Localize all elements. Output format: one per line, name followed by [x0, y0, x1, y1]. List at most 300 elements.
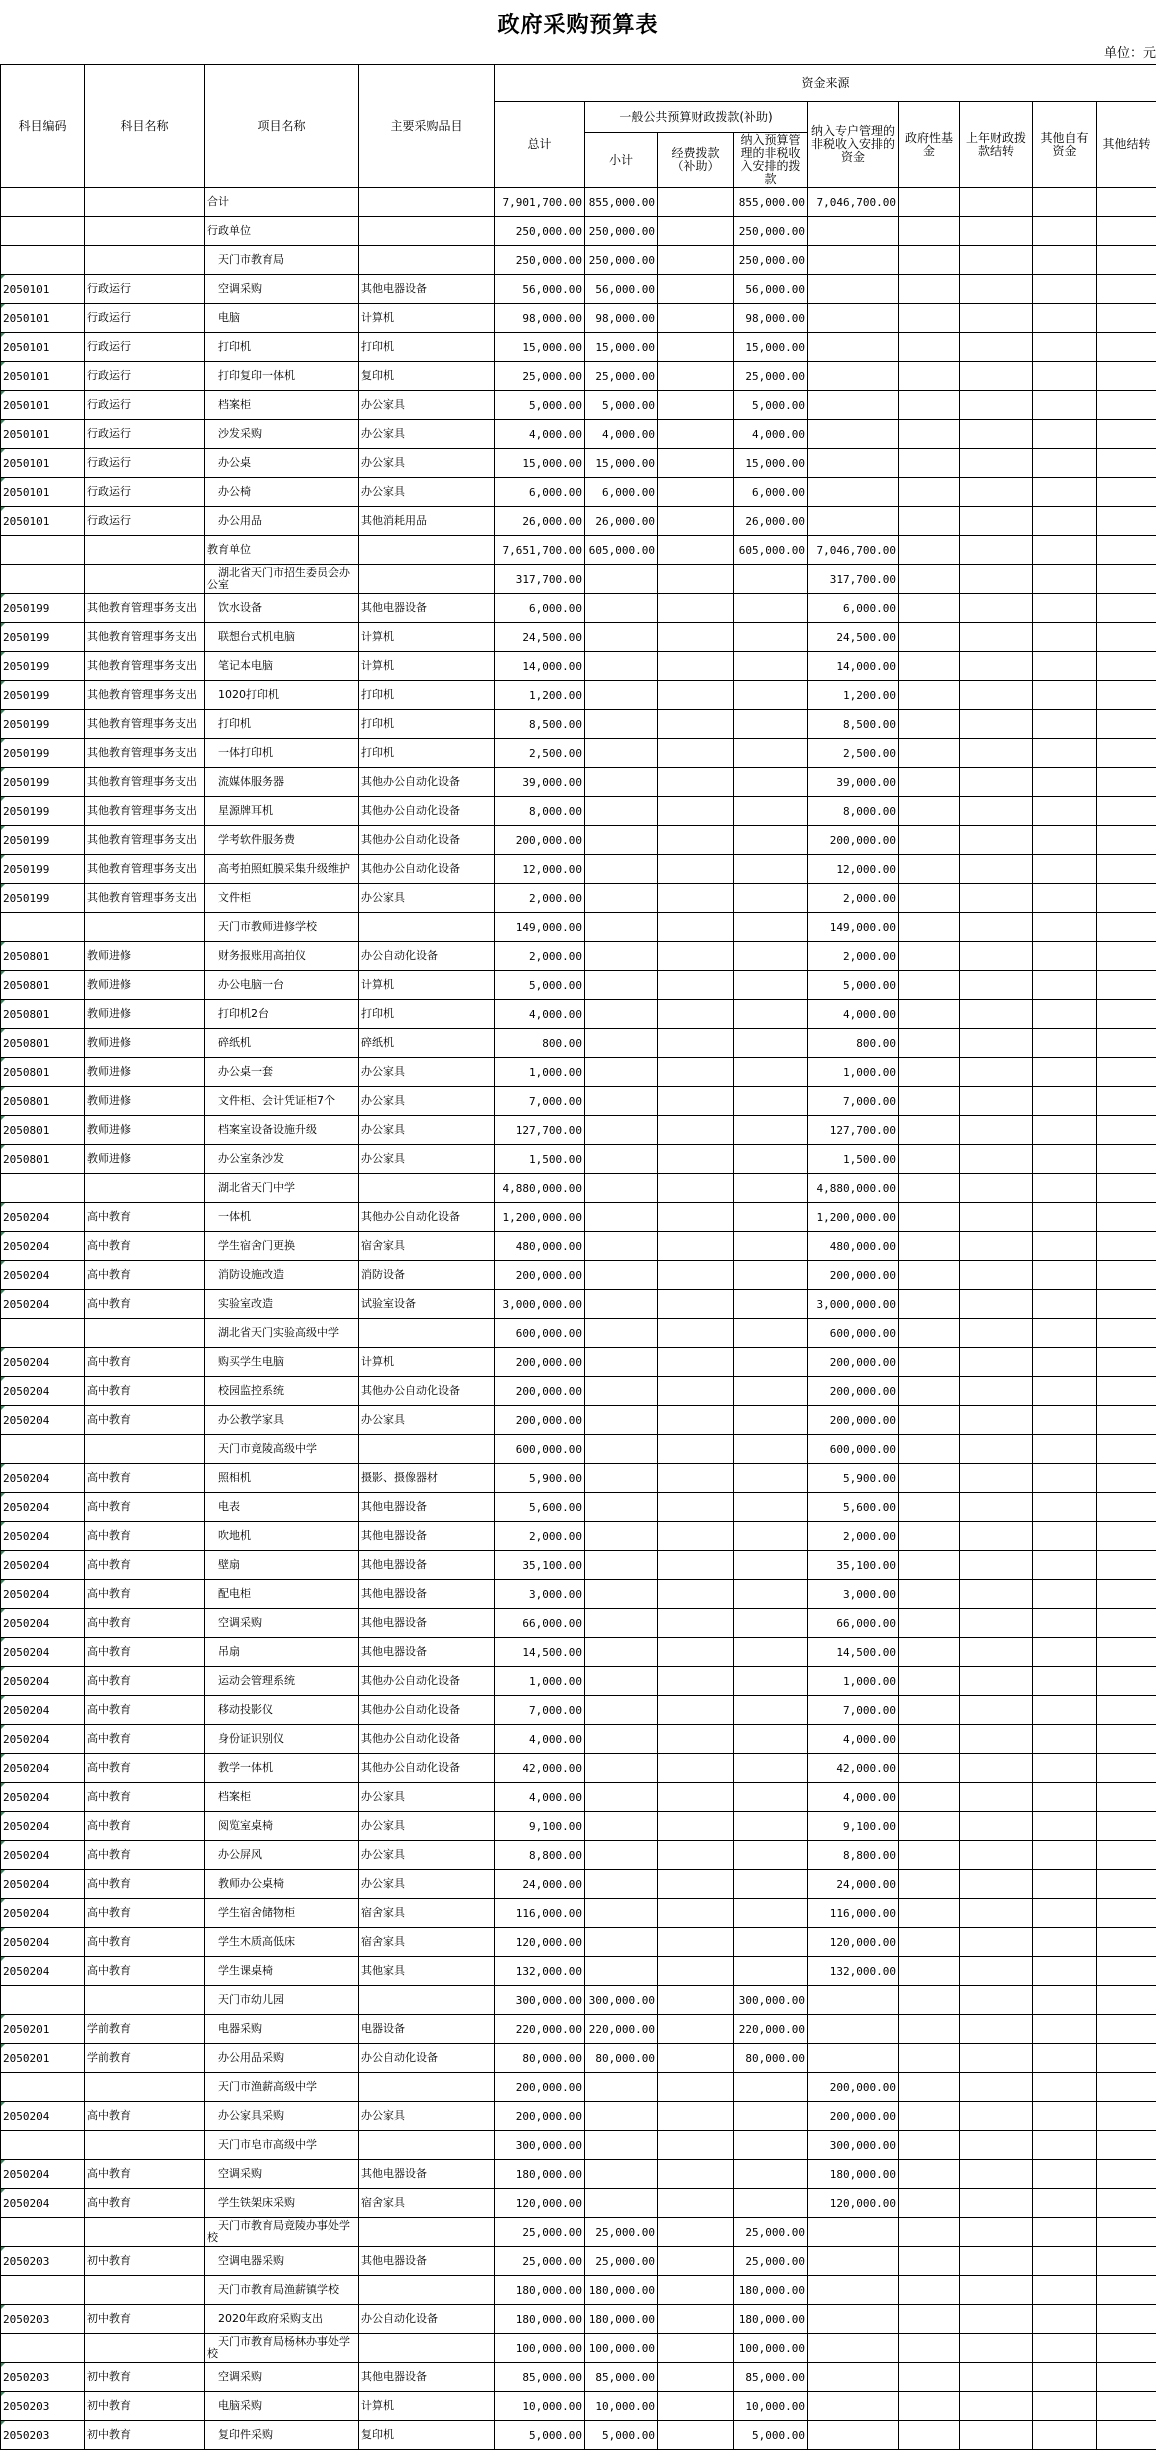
- cell-code: 2050204: [1, 1754, 85, 1783]
- table-row: [1, 1696, 1156, 1725]
- cell-other-carry: [1097, 1116, 1156, 1145]
- cell-total: 35,100.00: [495, 1551, 585, 1580]
- cell-funding: [658, 739, 734, 768]
- cell-funding: [658, 565, 734, 594]
- cell-total: 300,000.00: [495, 2131, 585, 2160]
- cell-category: 其他电器设备: [359, 1551, 495, 1580]
- cell-project: 教学一体机: [205, 1754, 359, 1783]
- cell-total: 1,500.00: [495, 1145, 585, 1174]
- cell-category: 办公家具: [359, 449, 495, 478]
- cell-funding: [658, 507, 734, 536]
- cell-total: 6,000.00: [495, 594, 585, 623]
- cell-nontax: 4,000.00: [734, 420, 808, 449]
- cell-subject: 其他教育管理事务支出: [85, 884, 205, 913]
- cell-special-nontax: [808, 275, 899, 304]
- cell-subtotal: 15,000.00: [585, 449, 658, 478]
- cell-funding: [658, 1841, 734, 1870]
- cell-gov-fund: [899, 913, 960, 942]
- table-row: [1, 768, 1156, 797]
- cell-funding: [658, 913, 734, 942]
- cell-project: 消防设施改造: [205, 1261, 359, 1290]
- cell-subject: 高中教育: [85, 1580, 205, 1609]
- cell-special-nontax: 480,000.00: [808, 1232, 899, 1261]
- cell-own-funds: [1033, 1377, 1097, 1406]
- cell-funding: [658, 1087, 734, 1116]
- cell-prev-carry: [960, 2044, 1033, 2073]
- cell-other-carry: [1097, 623, 1156, 652]
- cell-code: 2050101: [1, 507, 85, 536]
- cell-code: 2050204: [1, 1580, 85, 1609]
- cell-special-nontax: 42,000.00: [808, 1754, 899, 1783]
- cell-total: 26,000.00: [495, 507, 585, 536]
- cell-code: 2050801: [1, 971, 85, 1000]
- cell-gov-fund: [899, 797, 960, 826]
- cell-gov-fund: [899, 1000, 960, 1029]
- cell-special-nontax: [808, 2218, 899, 2247]
- cell-category: 办公家具: [359, 1870, 495, 1899]
- cell-total: 5,000.00: [495, 971, 585, 1000]
- cell-other-carry: [1097, 2305, 1156, 2334]
- cell-category: [359, 188, 495, 217]
- cell-category: 其他办公自动化设备: [359, 768, 495, 797]
- cell-own-funds: [1033, 623, 1097, 652]
- cell-own-funds: [1033, 275, 1097, 304]
- cell-other-carry: [1097, 1522, 1156, 1551]
- cell-subtotal: 100,000.00: [585, 2334, 658, 2363]
- cell-prev-carry: [960, 884, 1033, 913]
- cell-subject: 高中教育: [85, 1841, 205, 1870]
- cell-total: 1,000.00: [495, 1667, 585, 1696]
- cell-subject: 高中教育: [85, 1957, 205, 1986]
- cell-own-funds: [1033, 1725, 1097, 1754]
- cell-subtotal: [585, 2073, 658, 2102]
- cell-subtotal: 10,000.00: [585, 2392, 658, 2421]
- cell-nontax: 180,000.00: [734, 2305, 808, 2334]
- cell-prev-carry: [960, 565, 1033, 594]
- cell-own-funds: [1033, 333, 1097, 362]
- table-row: [1, 913, 1156, 942]
- table-row: [1, 1377, 1156, 1406]
- cell-gov-fund: [899, 1986, 960, 2015]
- cell-special-nontax: [808, 2392, 899, 2421]
- cell-total: 1,200.00: [495, 681, 585, 710]
- cell-own-funds: [1033, 2363, 1097, 2392]
- cell-gov-fund: [899, 739, 960, 768]
- cell-own-funds: [1033, 1290, 1097, 1319]
- cell-prev-carry: [960, 1986, 1033, 2015]
- cell-other-carry: [1097, 2218, 1156, 2247]
- cell-project: 空调采购: [205, 2363, 359, 2392]
- cell-gov-fund: [899, 449, 960, 478]
- cell-code: [1, 2218, 85, 2247]
- cell-code: [1, 565, 85, 594]
- cell-subject: [85, 913, 205, 942]
- cell-category: 其他电器设备: [359, 2247, 495, 2276]
- cell-project: 打印机: [205, 710, 359, 739]
- cell-code: 2050204: [1, 1493, 85, 1522]
- cell-total: 85,000.00: [495, 2363, 585, 2392]
- procurement-table: [0, 64, 1156, 2450]
- cell-nontax: [734, 913, 808, 942]
- table-row: [1, 420, 1156, 449]
- cell-special-nontax: 200,000.00: [808, 1261, 899, 1290]
- table-row: [1, 304, 1156, 333]
- cell-own-funds: [1033, 2073, 1097, 2102]
- cell-subject: 高中教育: [85, 1348, 205, 1377]
- cell-code: 2050101: [1, 362, 85, 391]
- cell-total: 132,000.00: [495, 1957, 585, 1986]
- cell-own-funds: [1033, 2392, 1097, 2421]
- cell-total: 7,000.00: [495, 1087, 585, 1116]
- cell-subtotal: 25,000.00: [585, 2247, 658, 2276]
- cell-total: 12,000.00: [495, 855, 585, 884]
- cell-code: 2050199: [1, 594, 85, 623]
- cell-subject: 高中教育: [85, 1725, 205, 1754]
- header-total: 总计: [495, 102, 585, 188]
- cell-total: 149,000.00: [495, 913, 585, 942]
- cell-code: 2050801: [1, 1116, 85, 1145]
- cell-special-nontax: 4,000.00: [808, 1783, 899, 1812]
- cell-special-nontax: [808, 2247, 899, 2276]
- cell-special-nontax: 35,100.00: [808, 1551, 899, 1580]
- table-row: [1, 1667, 1156, 1696]
- cell-subtotal: [585, 1754, 658, 1783]
- cell-subtotal: [585, 1348, 658, 1377]
- table-row: [1, 1551, 1156, 1580]
- cell-prev-carry: [960, 2276, 1033, 2305]
- cell-funding: [658, 1000, 734, 1029]
- cell-code: 2050199: [1, 739, 85, 768]
- cell-subtotal: [585, 1783, 658, 1812]
- cell-subject: 其他教育管理事务支出: [85, 855, 205, 884]
- cell-total: 200,000.00: [495, 1348, 585, 1377]
- cell-project: 天门市渔薪高级中学: [205, 2073, 359, 2102]
- cell-prev-carry: [960, 1899, 1033, 1928]
- cell-category: 其他电器设备: [359, 275, 495, 304]
- cell-other-carry: [1097, 1899, 1156, 1928]
- cell-special-nontax: 14,000.00: [808, 652, 899, 681]
- table-row: [1, 1986, 1156, 2015]
- cell-funding: [658, 1725, 734, 1754]
- cell-nontax: 250,000.00: [734, 217, 808, 246]
- cell-special-nontax: 116,000.00: [808, 1899, 899, 1928]
- cell-code: 2050204: [1, 1348, 85, 1377]
- cell-nontax: [734, 1725, 808, 1754]
- cell-prev-carry: [960, 2247, 1033, 2276]
- cell-nontax: 25,000.00: [734, 2218, 808, 2247]
- cell-total: 180,000.00: [495, 2305, 585, 2334]
- cell-other-carry: [1097, 1580, 1156, 1609]
- cell-funding: [658, 1145, 734, 1174]
- cell-nontax: 220,000.00: [734, 2015, 808, 2044]
- cell-gov-fund: [899, 1957, 960, 1986]
- cell-project: 空调电器采购: [205, 2247, 359, 2276]
- cell-category: 计算机: [359, 652, 495, 681]
- header-own-funds: 其他自有资金: [1033, 102, 1097, 188]
- cell-funding: [658, 2044, 734, 2073]
- cell-own-funds: [1033, 1754, 1097, 1783]
- cell-subtotal: [585, 1522, 658, 1551]
- cell-own-funds: [1033, 826, 1097, 855]
- cell-total: 2,000.00: [495, 1522, 585, 1551]
- cell-category: 摄影、摄像器材: [359, 1464, 495, 1493]
- cell-nontax: [734, 1464, 808, 1493]
- cell-subject: [85, 217, 205, 246]
- cell-gov-fund: [899, 1087, 960, 1116]
- cell-nontax: 85,000.00: [734, 2363, 808, 2392]
- cell-project: 文件柜、会计凭证柜7个: [205, 1087, 359, 1116]
- cell-subject: [85, 2131, 205, 2160]
- cell-subtotal: 5,000.00: [585, 391, 658, 420]
- cell-subtotal: 5,000.00: [585, 2421, 658, 2450]
- cell-gov-fund: [899, 1029, 960, 1058]
- cell-total: 250,000.00: [495, 217, 585, 246]
- cell-own-funds: [1033, 2015, 1097, 2044]
- cell-nontax: [734, 1087, 808, 1116]
- cell-category: [359, 565, 495, 594]
- cell-code: 2050199: [1, 623, 85, 652]
- cell-prev-carry: [960, 652, 1033, 681]
- cell-project: 学生铁架床采购: [205, 2189, 359, 2218]
- cell-nontax: [734, 1580, 808, 1609]
- cell-category: 计算机: [359, 971, 495, 1000]
- table-row: [1, 797, 1156, 826]
- cell-project: 打印复印一体机: [205, 362, 359, 391]
- cell-code: [1, 1319, 85, 1348]
- cell-nontax: [734, 1203, 808, 1232]
- header-nontax: 纳入预算管理的非税收入安排的拨款: [734, 133, 808, 188]
- cell-code: [1, 217, 85, 246]
- table-row: [1, 942, 1156, 971]
- table-row: [1, 1870, 1156, 1899]
- table-row: [1, 1000, 1156, 1029]
- cell-gov-fund: [899, 2073, 960, 2102]
- cell-other-carry: [1097, 275, 1156, 304]
- cell-nontax: 10,000.00: [734, 2392, 808, 2421]
- header-subject: 科目名称: [85, 65, 205, 188]
- cell-special-nontax: 24,000.00: [808, 1870, 899, 1899]
- cell-other-carry: [1097, 420, 1156, 449]
- cell-special-nontax: 4,880,000.00: [808, 1174, 899, 1203]
- cell-funding: [658, 2392, 734, 2421]
- cell-nontax: [734, 826, 808, 855]
- cell-category: [359, 2218, 495, 2247]
- cell-nontax: [734, 1261, 808, 1290]
- cell-category: 消防设备: [359, 1261, 495, 1290]
- cell-funding: [658, 333, 734, 362]
- cell-own-funds: [1033, 1000, 1097, 1029]
- cell-prev-carry: [960, 1812, 1033, 1841]
- cell-gov-fund: [899, 710, 960, 739]
- cell-total: 480,000.00: [495, 1232, 585, 1261]
- cell-own-funds: [1033, 1957, 1097, 1986]
- cell-project: 照相机: [205, 1464, 359, 1493]
- cell-own-funds: [1033, 188, 1097, 217]
- cell-other-carry: [1097, 333, 1156, 362]
- cell-prev-carry: [960, 1580, 1033, 1609]
- cell-subject: 高中教育: [85, 1232, 205, 1261]
- cell-category: 复印机: [359, 2421, 495, 2450]
- cell-subtotal: [585, 1725, 658, 1754]
- cell-funding: [658, 536, 734, 565]
- table-row: [1, 188, 1156, 217]
- cell-project: 行政单位: [205, 217, 359, 246]
- cell-code: 2050199: [1, 855, 85, 884]
- cell-total: 2,500.00: [495, 739, 585, 768]
- cell-gov-fund: [899, 768, 960, 797]
- cell-subject: 高中教育: [85, 1522, 205, 1551]
- cell-category: 办公家具: [359, 1406, 495, 1435]
- cell-code: 2050204: [1, 1638, 85, 1667]
- cell-subject: 其他教育管理事务支出: [85, 739, 205, 768]
- cell-own-funds: [1033, 1812, 1097, 1841]
- cell-funding: [658, 1493, 734, 1522]
- cell-prev-carry: [960, 1290, 1033, 1319]
- cell-own-funds: [1033, 2421, 1097, 2450]
- cell-code: 2050204: [1, 1696, 85, 1725]
- cell-subject: [85, 1986, 205, 2015]
- cell-other-carry: [1097, 1435, 1156, 1464]
- cell-project: 1020打印机: [205, 681, 359, 710]
- cell-total: 120,000.00: [495, 2189, 585, 2218]
- table-row: [1, 1725, 1156, 1754]
- cell-special-nontax: 800.00: [808, 1029, 899, 1058]
- table-row: [1, 2363, 1156, 2392]
- cell-subtotal: [585, 1435, 658, 1464]
- cell-funding: [658, 2218, 734, 2247]
- cell-nontax: [734, 1174, 808, 1203]
- cell-nontax: [734, 1667, 808, 1696]
- table-row: [1, 1841, 1156, 1870]
- cell-subtotal: [585, 1551, 658, 1580]
- cell-prev-carry: [960, 739, 1033, 768]
- cell-project: 湖北省天门市招生委员会办公室: [205, 565, 359, 594]
- cell-subject: 高中教育: [85, 1754, 205, 1783]
- cell-code: 2050199: [1, 826, 85, 855]
- cell-special-nontax: 2,000.00: [808, 884, 899, 913]
- cell-nontax: [734, 1957, 808, 1986]
- cell-prev-carry: [960, 2305, 1033, 2334]
- cell-funding: [658, 1870, 734, 1899]
- cell-nontax: [734, 1899, 808, 1928]
- table-row: [1, 2102, 1156, 2131]
- cell-subtotal: [585, 1957, 658, 1986]
- cell-total: 25,000.00: [495, 2247, 585, 2276]
- cell-subtotal: [585, 1696, 658, 1725]
- cell-total: 14,000.00: [495, 652, 585, 681]
- cell-subtotal: [585, 1667, 658, 1696]
- cell-funding: [658, 1696, 734, 1725]
- cell-nontax: 100,000.00: [734, 2334, 808, 2363]
- cell-code: 2050204: [1, 1928, 85, 1957]
- cell-total: 200,000.00: [495, 2102, 585, 2131]
- cell-other-carry: [1097, 217, 1156, 246]
- cell-prev-carry: [960, 2015, 1033, 2044]
- cell-project: 运动会管理系统: [205, 1667, 359, 1696]
- table-row: [1, 1899, 1156, 1928]
- cell-project: 电脑采购: [205, 2392, 359, 2421]
- table-row: [1, 2131, 1156, 2160]
- cell-other-carry: [1097, 1812, 1156, 1841]
- cell-other-carry: [1097, 188, 1156, 217]
- cell-gov-fund: [899, 1812, 960, 1841]
- cell-subtotal: [585, 594, 658, 623]
- cell-funding: [658, 826, 734, 855]
- cell-funding: [658, 652, 734, 681]
- cell-total: 5,000.00: [495, 2421, 585, 2450]
- cell-own-funds: [1033, 1435, 1097, 1464]
- cell-gov-fund: [899, 1667, 960, 1696]
- cell-own-funds: [1033, 913, 1097, 942]
- cell-total: 200,000.00: [495, 1406, 585, 1435]
- cell-subject: 高中教育: [85, 1928, 205, 1957]
- cell-nontax: 855,000.00: [734, 188, 808, 217]
- cell-gov-fund: [899, 884, 960, 913]
- cell-subtotal: 6,000.00: [585, 478, 658, 507]
- cell-code: [1, 1986, 85, 2015]
- cell-prev-carry: [960, 942, 1033, 971]
- cell-own-funds: [1033, 2305, 1097, 2334]
- cell-code: 2050801: [1, 1087, 85, 1116]
- cell-prev-carry: [960, 1145, 1033, 1174]
- header-category: 主要采购品目: [359, 65, 495, 188]
- header-subtotal: 小计: [585, 133, 658, 188]
- cell-other-carry: [1097, 1174, 1156, 1203]
- cell-nontax: [734, 739, 808, 768]
- cell-nontax: 605,000.00: [734, 536, 808, 565]
- cell-subject: 高中教育: [85, 1551, 205, 1580]
- cell-own-funds: [1033, 1319, 1097, 1348]
- cell-other-carry: [1097, 913, 1156, 942]
- cell-project: 电脑: [205, 304, 359, 333]
- cell-category: [359, 2131, 495, 2160]
- cell-category: [359, 2276, 495, 2305]
- cell-subject: 高中教育: [85, 1464, 205, 1493]
- cell-code: 2050101: [1, 420, 85, 449]
- cell-special-nontax: [808, 2305, 899, 2334]
- cell-code: 2050204: [1, 1783, 85, 1812]
- table-row: [1, 1029, 1156, 1058]
- cell-subject: 教师进修: [85, 1116, 205, 1145]
- cell-project: 空调采购: [205, 1609, 359, 1638]
- table-row: [1, 855, 1156, 884]
- cell-other-carry: [1097, 710, 1156, 739]
- cell-total: 180,000.00: [495, 2160, 585, 2189]
- cell-special-nontax: [808, 478, 899, 507]
- cell-category: 其他办公自动化设备: [359, 797, 495, 826]
- cell-subtotal: [585, 1232, 658, 1261]
- cell-code: 2050204: [1, 1203, 85, 1232]
- cell-special-nontax: 39,000.00: [808, 768, 899, 797]
- cell-funding: [658, 478, 734, 507]
- cell-code: 2050199: [1, 652, 85, 681]
- cell-own-funds: [1033, 449, 1097, 478]
- cell-nontax: [734, 1638, 808, 1667]
- cell-category: [359, 217, 495, 246]
- cell-prev-carry: [960, 855, 1033, 884]
- cell-other-carry: [1097, 1406, 1156, 1435]
- cell-other-carry: [1097, 565, 1156, 594]
- cell-nontax: [734, 1290, 808, 1319]
- cell-nontax: [734, 2160, 808, 2189]
- cell-special-nontax: 200,000.00: [808, 2073, 899, 2102]
- cell-subject: 行政运行: [85, 333, 205, 362]
- cell-nontax: [734, 1406, 808, 1435]
- cell-other-carry: [1097, 797, 1156, 826]
- cell-funding: [658, 1406, 734, 1435]
- cell-special-nontax: 4,000.00: [808, 1725, 899, 1754]
- cell-category: [359, 1174, 495, 1203]
